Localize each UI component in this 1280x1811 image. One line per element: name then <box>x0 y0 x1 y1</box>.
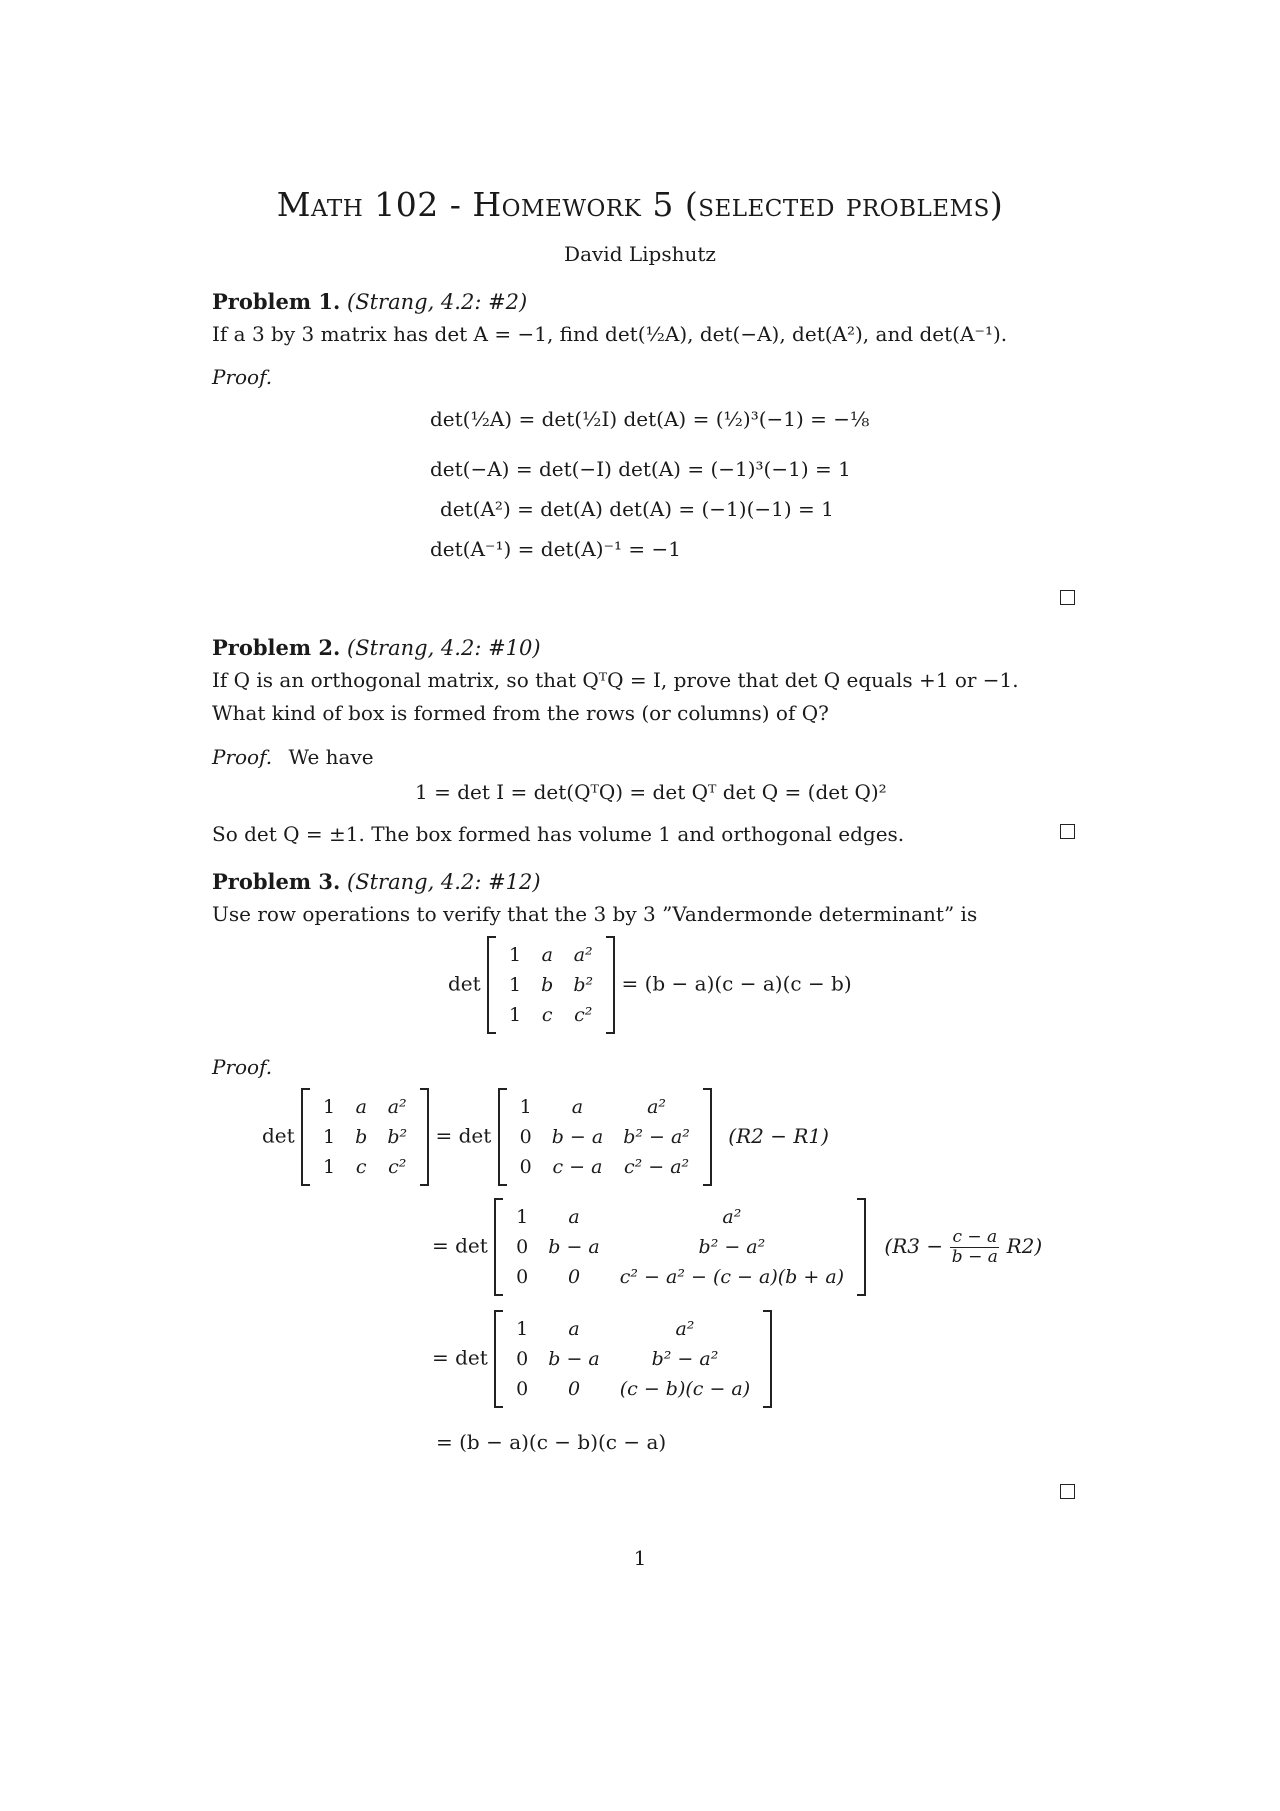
matrix-cell: c² <box>574 1004 593 1026</box>
problem-2-label: Problem 2. <box>212 635 341 660</box>
matrix-cell: 0 <box>567 1378 581 1400</box>
matrix-cell: 1 <box>516 1318 529 1340</box>
matrix-cell: b² <box>573 974 594 996</box>
problem-1-source: (Strang, 4.2: #2) <box>347 290 528 314</box>
step-2-matrix <box>494 1198 866 1296</box>
problem-2-heading <box>212 635 541 660</box>
fraction-denominator: b − a <box>951 1246 998 1267</box>
matrix-cell: 1 <box>323 1126 336 1148</box>
problem-1-heading <box>212 289 527 314</box>
equals-det: = det <box>432 1233 488 1258</box>
matrix-cell: a <box>355 1096 367 1118</box>
matrix-cell: 1 <box>509 974 522 996</box>
problem-1-equation-3: det(A²) = det(A) det(A) = (−1)(−1) = 1 <box>440 497 834 521</box>
matrix-cell: a² <box>647 1096 667 1118</box>
matrix-cell: b² − a² <box>623 1126 690 1148</box>
problem-3-source: (Strang, 4.2: #12) <box>347 870 541 894</box>
problem-2-conclusion: So det Q = ±1. The box formed has volume 1 and orthogonal edges. <box>212 822 905 846</box>
page-number: 1 <box>633 1546 647 1570</box>
matrix-cell: a <box>541 944 553 966</box>
problem-2-proof-label <box>212 745 374 769</box>
problem-2-source: (Strang, 4.2: #10) <box>347 636 541 660</box>
vandermonde-statement <box>448 936 852 1034</box>
matrix-cell: a² <box>675 1318 695 1340</box>
matrix-cell: b² <box>387 1126 408 1148</box>
row-operation-note: (R2 − R1) <box>728 1123 829 1148</box>
problem-1-statement: If a 3 by 3 matrix has det A = −1, find det(½A), det(−A), det(A²), and det(A⁻¹). <box>212 322 1008 346</box>
matrix-cell: 0 <box>519 1156 532 1178</box>
document-title: Math 102 - Homework 5 (selected problems) <box>276 185 1004 224</box>
problem-1-equation-1: det(½A) = det(½I) det(A) = (½)³(−1) = −⅛ <box>430 407 870 431</box>
matrix-cell: a <box>571 1096 584 1118</box>
row-reduction-step-1 <box>262 1088 829 1186</box>
matrix-cell: b <box>355 1126 368 1148</box>
problem-2-statement: If Q is an orthogonal matrix, so that QᵀQ = I, prove that det Q equals +1 or −1. What kind of box is formed from the rows (or columns) of Q? <box>212 668 1019 725</box>
matrix-cell: a <box>568 1206 580 1228</box>
problem-1-equation-4: det(A⁻¹) = det(A)⁻¹ = −1 <box>430 537 682 561</box>
row-operation-suffix: R2) <box>1006 1233 1043 1258</box>
matrix-cell: c <box>541 1004 553 1026</box>
problem-1-proof-label: Proof. <box>212 365 273 389</box>
final-result: = (b − a)(c − b)(c − a) <box>436 1430 667 1454</box>
step-3-matrix <box>494 1310 772 1408</box>
problem-3-heading <box>212 869 541 894</box>
matrix-cell: 0 <box>567 1266 581 1288</box>
equals-det: = det <box>435 1123 492 1148</box>
problem-1-equation-2: det(−A) = det(−I) det(A) = (−1)³(−1) = 1 <box>430 457 851 481</box>
matrix-cell: 0 <box>516 1348 529 1370</box>
author-name: David Lipshutz <box>564 242 716 266</box>
matrix-cell: b − a <box>548 1348 600 1370</box>
matrix-cell: a² <box>573 944 593 966</box>
matrix-cell: 1 <box>509 944 522 966</box>
matrix-cell: a² <box>722 1206 742 1228</box>
vandermonde-matrix <box>487 936 615 1034</box>
matrix-cell: 1 <box>323 1096 336 1118</box>
row-operation-fraction <box>950 1228 999 1267</box>
proof-intro: We have <box>288 745 374 769</box>
matrix-cell: 0 <box>519 1126 532 1148</box>
row-reduction-step-2 <box>432 1198 1042 1296</box>
matrix-cell: a <box>568 1318 580 1340</box>
problem-3-statement: Use row operations to verify that the 3 by 3 ”Vandermonde determinant” is <box>212 902 978 926</box>
row-reduction-step-3 <box>432 1310 772 1408</box>
problem-1-label: Problem 1. <box>212 289 341 314</box>
matrix-cell: 1 <box>516 1206 529 1228</box>
matrix-cell: (c − b)(c − a) <box>619 1378 751 1400</box>
qed-box <box>1060 824 1075 839</box>
matrix-cell: c <box>355 1156 367 1178</box>
det-label: det <box>448 971 481 996</box>
equals-det: = det <box>432 1345 488 1370</box>
qed-box <box>1060 1484 1075 1499</box>
matrix-cell: b <box>541 974 554 996</box>
matrix-cell: c² − a² − (c − a)(b + a) <box>619 1266 845 1288</box>
proof-label: Proof. <box>212 745 273 769</box>
matrix-cell: c² <box>388 1156 407 1178</box>
problem-2-equation: 1 = det I = det(QᵀQ) = det Qᵀ det Q = (det Q)² <box>415 780 887 804</box>
det-label: det <box>262 1123 295 1148</box>
matrix-cell: 1 <box>509 1004 522 1026</box>
matrix-cell: a² <box>387 1096 407 1118</box>
problem-3-proof-label: Proof. <box>212 1055 273 1079</box>
matrix-cell: b − a <box>548 1236 600 1258</box>
matrix-cell: 1 <box>323 1156 336 1178</box>
row-operation-note <box>884 1226 1043 1267</box>
vandermonde-matrix <box>301 1088 429 1186</box>
vandermonde-rhs: = (b − a)(c − a)(c − b) <box>621 971 852 996</box>
matrix-cell: b² − a² <box>651 1348 719 1370</box>
step-1-matrix <box>498 1088 712 1186</box>
qed-box <box>1060 590 1075 605</box>
problem-3-label: Problem 3. <box>212 869 341 894</box>
matrix-cell: c² − a² <box>623 1156 690 1178</box>
matrix-cell: b² − a² <box>698 1236 766 1258</box>
matrix-cell: 0 <box>516 1266 529 1288</box>
matrix-cell: b − a <box>551 1126 604 1148</box>
row-operation-prefix: (R3 − <box>884 1233 944 1258</box>
matrix-cell: 0 <box>516 1378 529 1400</box>
matrix-cell: 1 <box>519 1096 532 1118</box>
matrix-cell: 0 <box>516 1236 529 1258</box>
matrix-cell: c − a <box>552 1156 603 1178</box>
fraction-numerator: c − a <box>952 1226 998 1247</box>
